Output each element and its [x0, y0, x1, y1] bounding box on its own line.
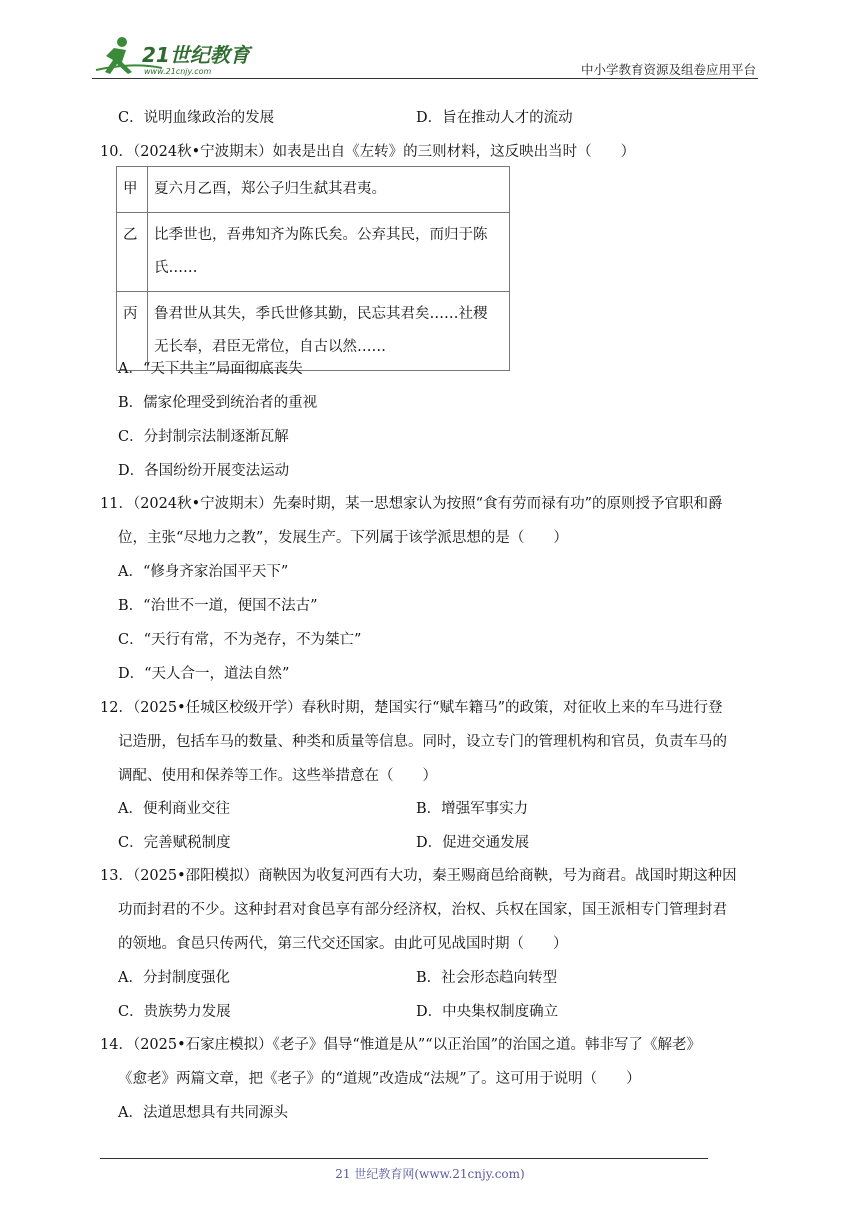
q11-option-b: B．“治世不一道，便国不法古”	[118, 598, 318, 614]
footer-divider	[100, 1158, 708, 1159]
q10-material-table	[116, 166, 510, 371]
q12-stem-line2: 记造册，包括车马的数量、种类和质量等信息。同时，设立专门的管理机构和官员，负责车马的	[118, 734, 727, 750]
q10-stem: 10．（2024秋•宁波期末）如表是出自《左转》的三则材料，这反映出当时（ ）	[100, 144, 636, 160]
header-platform-label: 中小学教育资源及组卷应用平台	[580, 62, 756, 77]
q11-option-c: C．“天行有常，不为尧存，不为桀亡”	[118, 632, 362, 648]
table-row	[117, 213, 510, 292]
site-logo	[92, 34, 262, 80]
q13-option-d: D．中央集权制度确立	[416, 1004, 559, 1020]
row-label: 丙	[117, 292, 148, 371]
row-label: 甲	[117, 167, 148, 213]
footer-link[interactable]: 21 世纪教育网(www.21cnjy.com)	[335, 1167, 525, 1181]
q12-option-b: B．增强军事实力	[416, 801, 529, 817]
q13-stem-line2: 功而封君的不少。这种封君对食邑享有部分经济权，治权、兵权在国家，国王派相专门管理封君	[118, 902, 727, 918]
q10-option-d: D．各国纷纷开展变法运动	[118, 463, 290, 479]
logo-text: 21世纪教育	[142, 43, 250, 67]
q13-stem-line1: 13．（2025•邵阳模拟）商鞅因为收复河西有大功，秦王赐商邑给商鞅，号为商君。战国时期这种因	[100, 868, 737, 884]
q10-option-c: C．分封制宗法制逐渐瓦解	[118, 429, 289, 445]
q11-option-d: D．“天人合一，道法自然”	[118, 666, 290, 682]
q9-option-d: D．旨在推动人才的流动	[416, 110, 573, 126]
row-text: 鲁君世从其失，季氏世修其勤，民忘其君矣……社稷 无长奉，君臣无常位，自古以然……	[148, 292, 510, 371]
table-row	[117, 167, 510, 213]
q14-stem-line1: 14．（2025•石家庄模拟）《老子》倡导“惟道是从”“以正治国”的治国之道。韩非写了《解老》	[100, 1037, 702, 1053]
q12-option-d: D．促进交通发展	[416, 835, 530, 851]
q13-option-a: A．分封制度强化	[118, 970, 230, 986]
q13-option-c: C．贵族势力发展	[118, 1004, 231, 1020]
q10-option-b: B．儒家伦理受到统治者的重视	[118, 395, 318, 411]
q11-stem-line2: 位，主张“尽地力之教”，发展生产。下列属于该学派思想的是（ ）	[118, 530, 568, 546]
q11-option-a: A．“修身齐家治国平天下”	[118, 564, 289, 580]
row-text: 夏六月乙酉，郑公子归生弑其君夷。	[148, 167, 510, 213]
row-label: 乙	[117, 213, 148, 292]
q10-option-a: A．“天下共主”局面彻底丧失	[118, 361, 303, 377]
q12-option-a: A．便利商业交往	[118, 801, 230, 817]
q12-stem-line1: 12．（2025•任城区校级开学）春秋时期，楚国实行“赋车籍马”的政策，对征收上来的车马进行登	[100, 700, 723, 716]
q13-stem-line3: 的领地。食邑只传两代，第三代交还国家。由此可见战国时期（ ）	[118, 936, 568, 952]
q12-option-c: C．完善赋税制度	[118, 835, 231, 851]
q12-stem-line3: 调配、使用和保养等工作。这些举措意在（ ）	[118, 768, 437, 784]
q14-stem-line2: 《愈老》两篇文章，把《老子》的“道规”改造成“法规”了。这可用于说明（ ）	[118, 1071, 641, 1087]
q14-option-a: A．法道思想具有共同源头	[118, 1105, 288, 1121]
q9-option-c: C．说明血缘政治的发展	[118, 110, 275, 126]
header-divider	[92, 78, 758, 79]
logo-url: www.21cnjy.com	[144, 67, 212, 76]
row-text: 比季世也，吾弗知齐为陈氏矣。公弃其民，而归于陈 氏……	[148, 213, 510, 292]
q13-option-b: B．社会形态趋向转型	[416, 970, 558, 986]
q11-stem-line1: 11．（2024秋•宁波期末）先秦时期，某一思想家认为按照“食有劳而禄有功”的原则授予官职和爵	[100, 496, 723, 512]
